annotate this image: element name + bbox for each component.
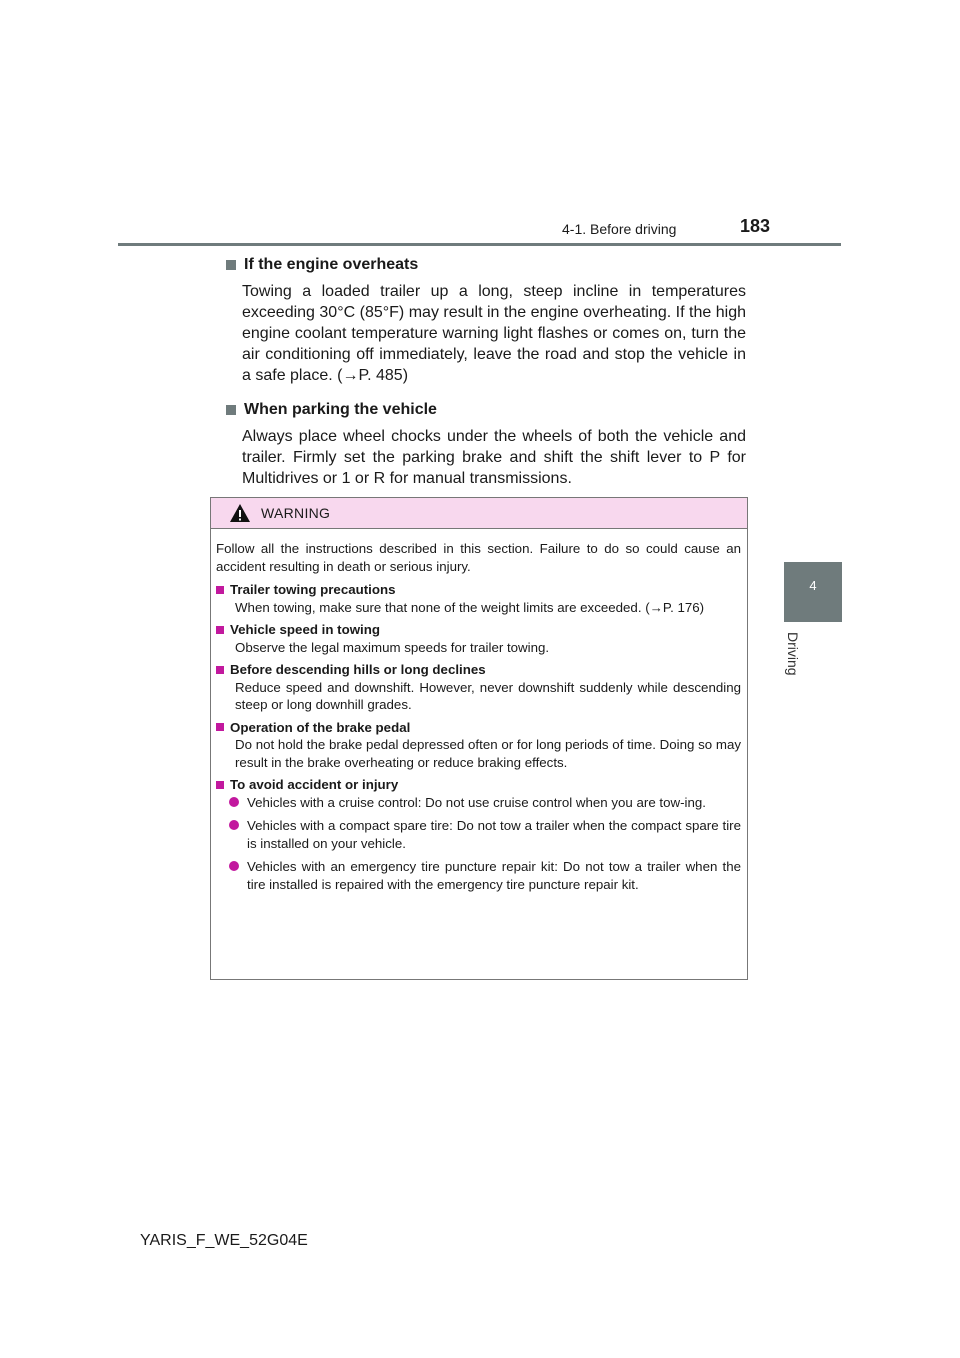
- warning-item-title: Before descending hills or long declines: [230, 662, 486, 677]
- section-title: 4-1. Before driving: [562, 221, 677, 237]
- bullet-text: Vehicles with a cruise control: Do not use cruise control when you are tow-ing.: [247, 794, 706, 810]
- list-item: [229, 817, 741, 852]
- square-bullet-icon: [216, 586, 224, 594]
- warning-item-text: Do not hold the brake pedal depressed often or for long periods of time. Doing so may result in the brake overheating or reduce braking effects.: [235, 737, 741, 770]
- warning-item-text: When towing, make sure that none of the weight limits are exceeded. (→P. 176): [235, 599, 705, 615]
- header-divider: [118, 243, 841, 246]
- square-bullet-icon: [216, 626, 224, 634]
- warning-header: [211, 498, 747, 529]
- main-content: [226, 254, 746, 502]
- chapter-label: Driving: [785, 632, 801, 676]
- square-bullet-icon: [216, 723, 224, 731]
- warning-box: [210, 497, 748, 980]
- page-number: 183: [740, 216, 771, 236]
- section-text: Towing a loaded trailer up a long, steep incline in temperatures exceeding 30°C (85°F) may result in the engine overheating. If the high engine coolant temperature warning light flashes or comes on, turn the air conditioning off immediately, leave the road and stop the vehicle in a safe place. (→P. 485): [242, 283, 746, 384]
- circle-bullet-icon: [229, 820, 239, 830]
- square-bullet-icon: [216, 666, 224, 674]
- square-bullet-icon: [226, 260, 236, 270]
- warning-item-text: Reduce speed and downshift. However, never downshift suddenly while descending steep or long downhill grades.: [235, 679, 741, 712]
- section-text: Always place wheel chocks under the wheels of both the vehicle and trailer. Firmly set the parking brake and shift the shift lever to P for Multidrives or 1 or R for manual transmissions.: [242, 428, 746, 487]
- square-bullet-icon: [216, 781, 224, 789]
- square-bullet-icon: [226, 405, 236, 415]
- circle-bullet-icon: [229, 797, 239, 807]
- warning-heading: WARNING: [261, 505, 331, 521]
- section-overheat: [226, 254, 746, 386]
- list-item: [229, 794, 741, 812]
- warning-body: [211, 529, 747, 893]
- warning-item-title: To avoid accident or injury: [230, 777, 399, 792]
- document-code: YARIS_F_WE_52G04E: [140, 1232, 308, 1249]
- warning-triangle-icon: [229, 503, 251, 523]
- bullet-text: Vehicles with a compact spare tire: Do not tow a trailer when the compact spare tire is installed on your vehicle.: [247, 818, 741, 851]
- warning-intro: Follow all the instructions described in this section. Failure to do so could cause an accident resulting in death or serious injury.: [216, 541, 741, 574]
- warning-item-text: Observe the legal maximum speeds for trailer towing.: [235, 639, 550, 655]
- list-item: [229, 858, 741, 893]
- section-parking: [226, 399, 746, 489]
- bullet-text: Vehicles with an emergency tire puncture repair kit: Do not tow a trailer when the tire installed is repaired with the emergency tire puncture repair kit.: [247, 859, 741, 892]
- warning-item-title: Vehicle speed in towing: [230, 622, 380, 637]
- chapter-number: 4: [809, 578, 817, 593]
- circle-bullet-icon: [229, 861, 239, 871]
- warning-item-title: Trailer towing precautions: [230, 582, 396, 597]
- section-heading: When parking the vehicle: [244, 401, 437, 418]
- warning-item-title: Operation of the brake pedal: [230, 719, 411, 735]
- section-heading: If the engine overheats: [244, 256, 419, 273]
